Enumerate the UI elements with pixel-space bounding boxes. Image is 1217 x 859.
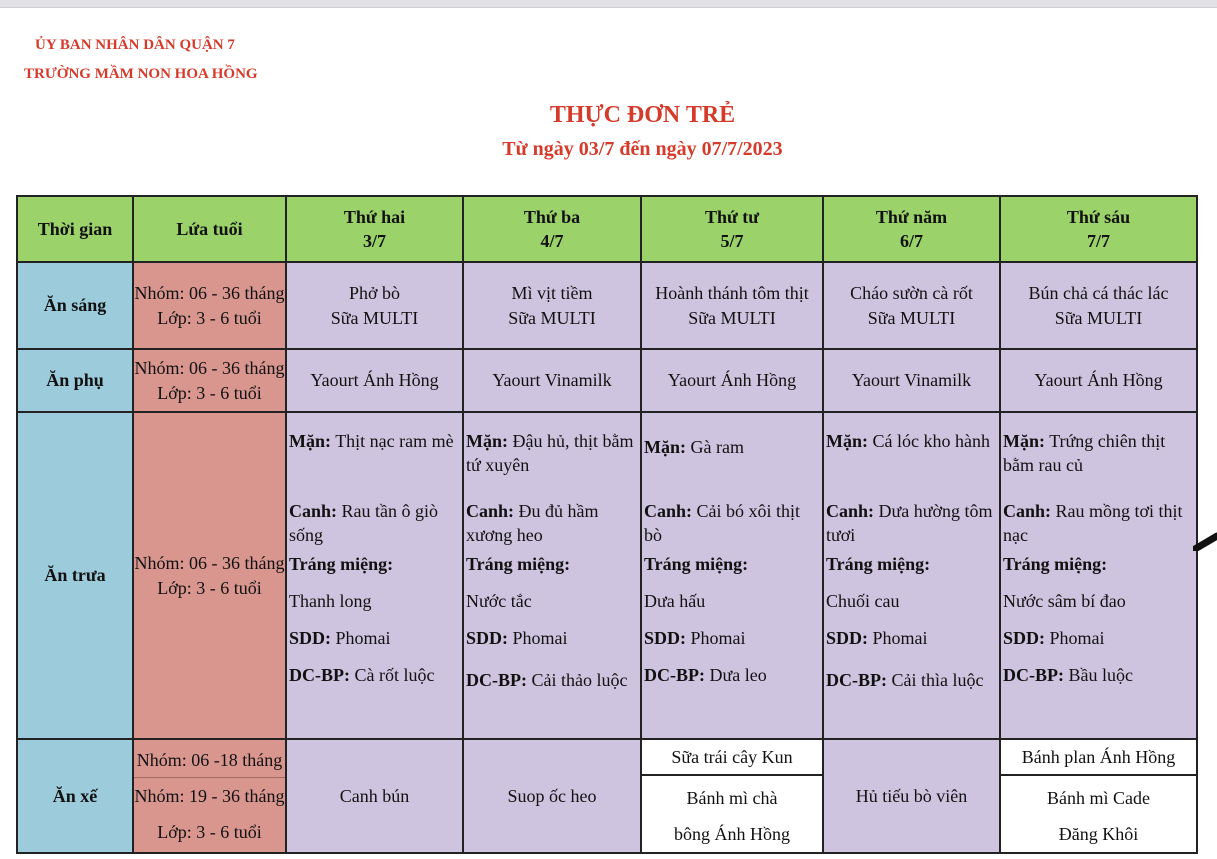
lunch-wed: Mặn: Gà ram Canh: Cải bó xôi thịt bò Tráng miệng: Dưa hấu SDD: Phomai DC-BP: Dưa leo [641, 412, 823, 739]
lunch-tue: Mặn: Đậu hủ, thịt bằm tứ xuyên Canh: Đu đủ hầm xương heo Tráng miệng: Nước tắc SDD: Phomai DC-BP: Cải thảo luộc [463, 412, 641, 739]
breakfast-wed: Hoành thánh tôm thịt Sữa MULTI [641, 262, 823, 349]
breakfast-label: Ăn sáng [17, 262, 133, 349]
header-day-mon: Thứ hai 3/7 [286, 196, 463, 262]
page-title: THỰC ĐƠN TRẺ [549, 102, 736, 128]
snack-label: Ăn phụ [17, 349, 133, 412]
header-row [17, 196, 1197, 262]
school-name: TRƯỜNG MẦM NON HOA HỒNG [24, 66, 258, 82]
lunch-mon: Mặn: Thịt nạc ram mè Canh: Rau tần ô giò sống Tráng miệng: Thanh long SDD: Phomai DC-BP: Cà rốt luộc [286, 412, 463, 739]
breakfast-thu: Cháo sườn cà rốt Sữa MULTI [823, 262, 1000, 349]
lunch-label: Ăn trưa [17, 412, 133, 739]
afternoon-mon: Canh bún [286, 739, 463, 853]
afternoon-label: Ăn xế [17, 739, 133, 853]
header-time: Thời gian [17, 196, 133, 262]
snack-tue: Yaourt Vinamilk [463, 349, 641, 412]
header-day-thu: Thứ năm 6/7 [823, 196, 1000, 262]
header-day-tue: Thứ ba 4/7 [463, 196, 641, 262]
lunch-thu: Mặn: Cá lóc kho hành Canh: Dưa hường tôm tươi Tráng miệng: Chuối cau SDD: Phomai DC-BP: Cải thìa luộc [823, 412, 1000, 739]
snack-row [17, 349, 1197, 412]
afternoon-fri: Bánh plan Ánh Hồng Bánh mì Cade Đăng Khôi [1000, 739, 1197, 853]
menu-table [16, 195, 1198, 854]
header-day-fri: Thứ sáu 7/7 [1000, 196, 1197, 262]
snack-wed: Yaourt Ánh Hồng [641, 349, 823, 412]
breakfast-tue: Mì vịt tiềm Sữa MULTI [463, 262, 641, 349]
org-name: ỦY BAN NHÂN DÂN QUẬN 7 [35, 37, 235, 53]
date-range: Từ ngày 03/7 đến ngày 07/7/2023 [502, 138, 783, 160]
snack-age: Nhóm: 06 - 36 tháng Lớp: 3 - 6 tuổi [133, 349, 286, 412]
breakfast-age: Nhóm: 06 - 36 tháng Lớp: 3 - 6 tuổi [133, 262, 286, 349]
breakfast-mon: Phở bò Sữa MULTI [286, 262, 463, 349]
header-day-wed: Thứ tư 5/7 [641, 196, 823, 262]
window-top-bar [0, 0, 1217, 8]
snack-thu: Yaourt Vinamilk [823, 349, 1000, 412]
breakfast-fri: Bún chả cá thác lác Sữa MULTI [1000, 262, 1197, 349]
breakfast-row [17, 262, 1197, 349]
lunch-fri: Mặn: Trứng chiên thịt bằm rau củ Canh: Rau mồng tơi thịt nạc Tráng miệng: Nước sâm bí đao SDD: Phomai DC-BP: Bầu luộc [1000, 412, 1197, 739]
afternoon-tue: Suop ốc heo [463, 739, 641, 853]
afternoon-age: Nhóm: 06 -18 tháng Nhóm: 19 - 36 tháng Lớp: 3 - 6 tuổi [133, 739, 286, 853]
snack-mon: Yaourt Ánh Hồng [286, 349, 463, 412]
afternoon-wed: Sữa trái cây Kun Bánh mì chà bông Ánh Hồng [641, 739, 823, 853]
header-age: Lứa tuổi [133, 196, 286, 262]
afternoon-row [17, 739, 1197, 853]
pen-stroke-mark [1193, 527, 1217, 551]
afternoon-thu: Hủ tiếu bò viên [823, 739, 1000, 853]
snack-fri: Yaourt Ánh Hồng [1000, 349, 1197, 412]
lunch-row [17, 412, 1197, 739]
lunch-age: Nhóm: 06 - 36 tháng Lớp: 3 - 6 tuổi [133, 412, 286, 739]
